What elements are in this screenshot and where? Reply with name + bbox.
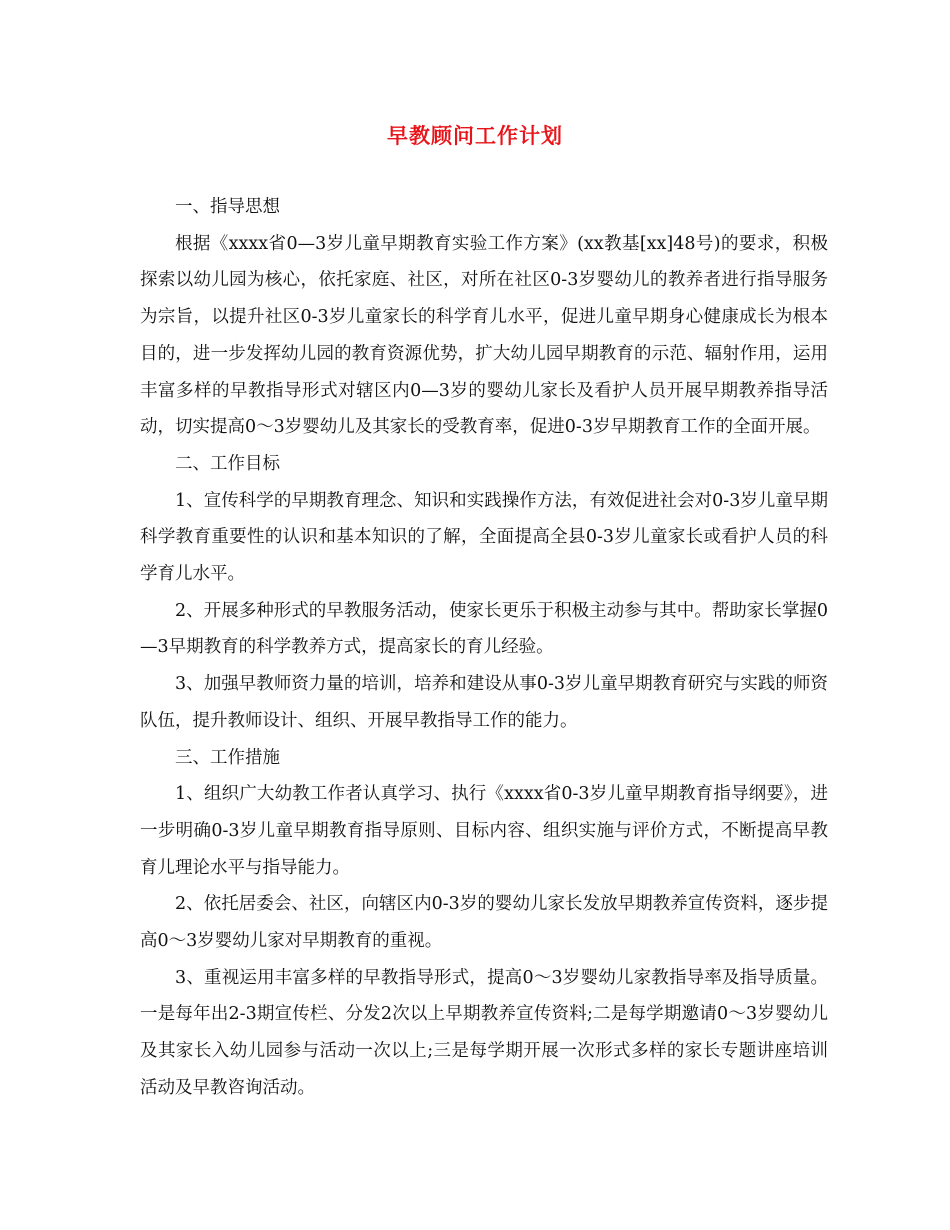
paragraph-goal-3: 3、加强早教师资力量的培训，培养和建设从事0-3岁儿童早期教育研究与实践的师资队伍，提升教师设计、组织、开展早教指导工作的能力。 <box>140 674 828 731</box>
section-heading-guiding-ideology: 一、指导思想 <box>175 197 280 217</box>
paragraph-measure-3: 3、重视运用丰富多样的早教指导形式，提高0～3岁婴幼儿家教指导率及指导质量。一是每年出2-3期宣传栏、分发2次以上早期教养宣传资料;二是每学期邀请0～3岁婴幼儿及其家长入幼儿园参与活动一次以上;三是每学期开展一次形式多样的家长专题讲座培训活动及早教咨询活动。 <box>140 967 828 1098</box>
document-body <box>140 189 828 1107</box>
paragraph-guiding-ideology: 根据《xxxx省0—3岁儿童早期教育实验工作方案》(xx教基[xx]48号)的要求，积极探索以幼儿园为核心，依托家庭、社区，对所在社区0-3岁婴幼儿的教养者进行指导服务为宗旨，以提升社区0-3岁儿童家长的科学育儿水平，促进儿童早期身心健康成长为根本目的，进一步发挥幼儿园的教育资源优势，扩大幼儿园早期教育的示范、辐射作用，运用丰富多样的早教指导形式对辖区内0—3岁的婴幼儿家长及看护人员开展早期教养指导活动，切实提高0～3岁婴幼儿及其家长的受教育率，促进0-3岁早期教育工作的全面开展。 <box>140 233 828 438</box>
paragraph-goal-2: 2、开展多种形式的早教服务活动，使家长更乐于积极主动参与其中。帮助家长掌握0—3早期教育的科学教养方式，提高家长的育儿经验。 <box>140 600 828 658</box>
paragraph-goal-1: 1、宣传科学的早期教育理念、知识和实践操作方法，有效促进社会对0-3岁儿童早期科学教育重要性的认识和基本知识的了解，全面提高全县0-3岁儿童家长或看护人员的科学育儿水平。 <box>140 490 828 585</box>
section-heading-work-goals: 二、工作目标 <box>175 453 280 474</box>
paragraph-measure-1: 1、组织广大幼教工作者认真学习、执行《xxxx省0-3岁儿童早期教育指导纲要》，进一步明确0-3岁儿童早期教育指导原则、目标内容、组织实施与评价方式，不断提高早教育儿理论水平与指导能力。 <box>140 784 828 878</box>
paragraph-measure-2: 2、依托居委会、社区，向辖区内0-3岁的婴幼儿家长发放早期教养宣传资料，逐步提高0～3岁婴幼儿家对早期教育的重视。 <box>140 894 828 952</box>
document-title: 早教顾问工作计划 <box>387 123 563 148</box>
section-heading-work-measures: 三、工作措施 <box>175 747 280 768</box>
